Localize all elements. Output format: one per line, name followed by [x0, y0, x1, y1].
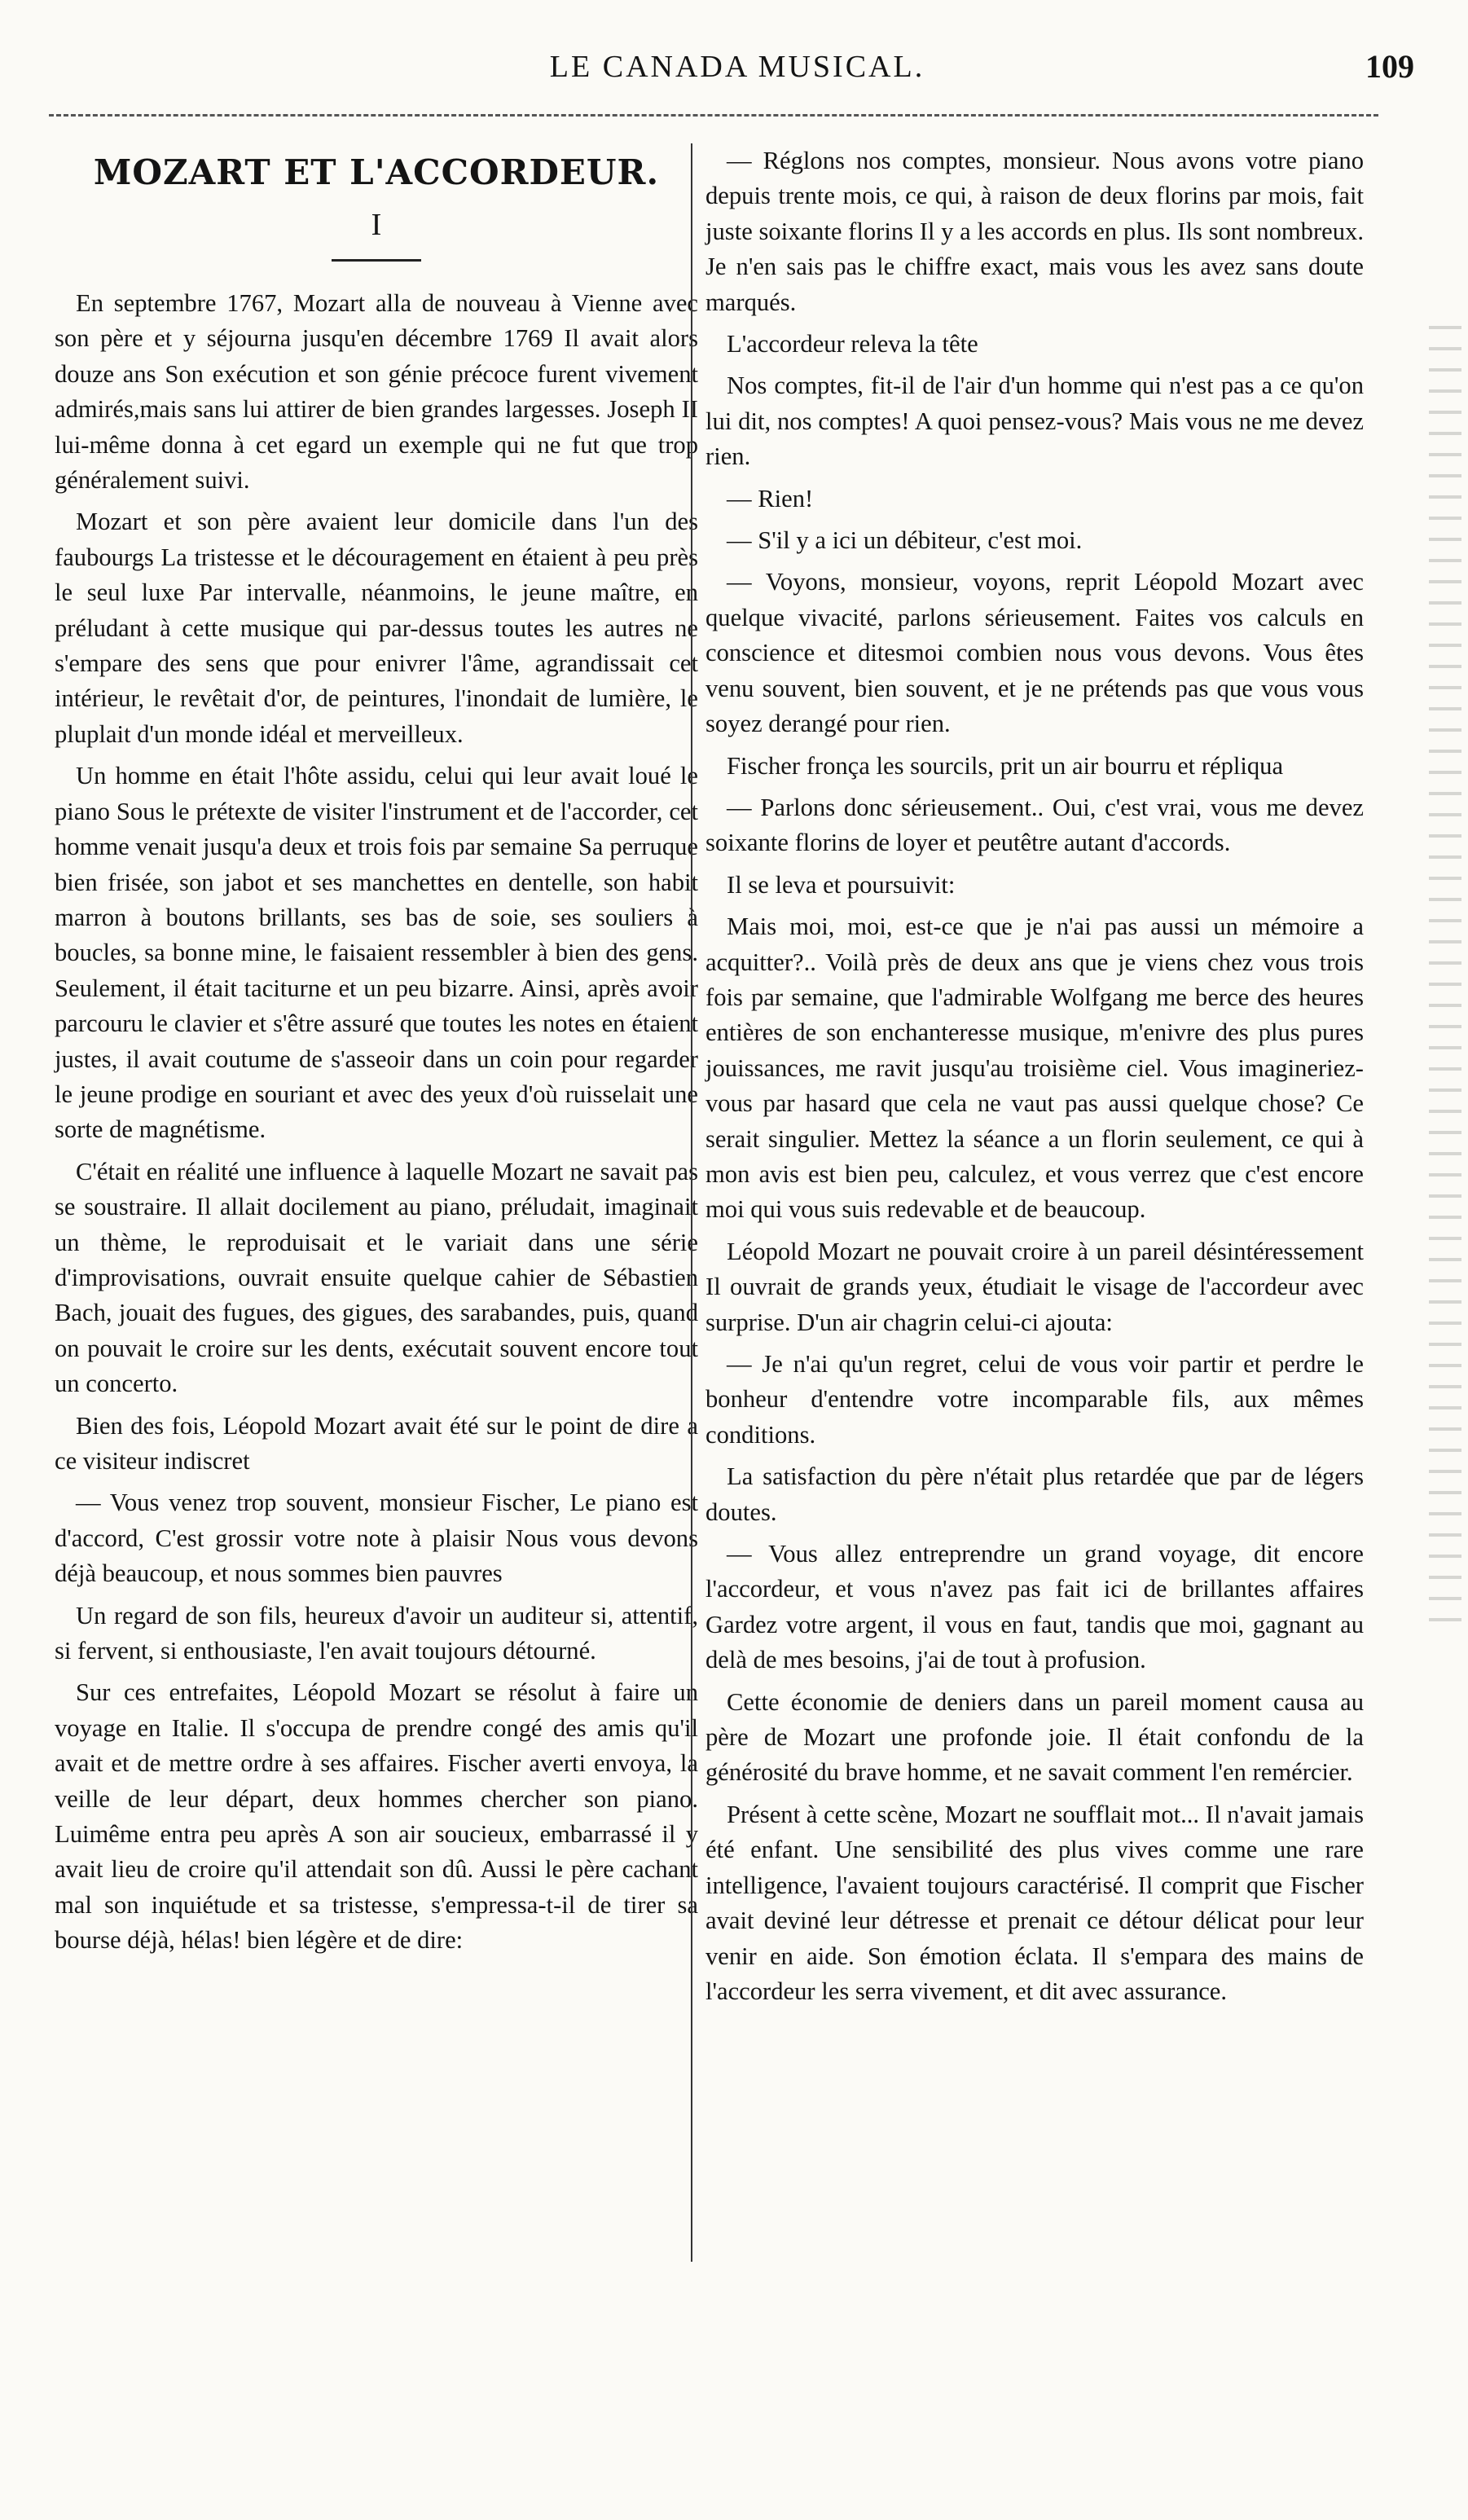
paragraph: Nos comptes, fit-il de l'air d'un homme qui n'est pas a ce qu'on lui dit, nos comptes! A quoi pensez-vous? Mais vous ne me devez rien.	[705, 372, 1364, 471]
paragraph: Un regard de son fils, heureux d'avoir un auditeur si, attentif, si fervent, si enthousiaste, l'en avait toujours détourné.	[55, 1601, 698, 1665]
right-column	[705, 143, 1364, 2016]
paragraph: Cette économie de deniers dans un pareil moment causa au père de Mozart une profonde joie. Il était confondu de la générosité du brave homme, et ne savait comment l'en remércier.	[705, 1687, 1364, 1787]
journal-title: LE CANADA MUSICAL.	[549, 50, 925, 84]
paragraph: — Vous allez entreprendre un grand voyage, dit encore l'accordeur, et vous n'avez pas fait ici de brillantes affaires Gardez votre argent, il vous en faut, tandis que moi, gagnant au delà de mes besoins, j'ai de tout à profusion.	[705, 1540, 1364, 1674]
paragraph: Fischer fronça les sourcils, prit un air bourru et répliqua	[727, 751, 1284, 780]
paragraph: Léopold Mozart ne pouvait croire à un pareil désintéressement Il ouvrait de grands yeux, étudiait le visage de l'accordeur avec surprise. D'un air chagrin celui-ci ajouta:	[705, 1237, 1364, 1336]
article-title: MOZART ET L'ACCORDEUR.	[93, 152, 660, 192]
column-divider	[691, 143, 692, 2262]
scan-margin-marks	[1429, 326, 1461, 1629]
paragraph: — Je n'ai qu'un regret, celui de vous voir partir et perdre le bonheur d'entendre votre incomparable fils, aux mêmes conditions.	[705, 1350, 1364, 1449]
paragraph: Bien des fois, Léopold Mozart avait été sur le point de dire a ce visiteur indiscret	[55, 1411, 698, 1475]
paragraph: Mais moi, moi, est-ce que je n'ai pas aussi un mémoire a acquitter?.. Voilà près de deux ans que je viens chez vous trois fois par semaine, que l'admirable Wolfgang me berce des heures entières de son enchanteresse musique, m'enivre des plus pures jouissances, me ravit jusqu'au troisième ciel. Vous imagineriez-vous par hasard que cela ne vaut pas aussi quelque chose? Ce serait singulier. Mettez la séance a un florin seulement, ce qui à mon avis est bien peu, calculez, et vous verrez que c'est encore moi qui vous suis redevable et de beaucoup.	[705, 913, 1364, 1224]
header-rule	[49, 114, 1378, 117]
paragraph: — Rien!	[727, 484, 814, 512]
paragraph: Sur ces entrefaites, Léopold Mozart se résolut à faire un voyage en Italie. Il s'occupa de prendre congé des amis qu'il avait et de mettre ordre à ses affaires. Fischer averti envoya, la veille de leur départ, deux hommes chercher son piano. Luimême entra peu après A son air soucieux, embarrassé il y avait lieu de croire qu'il attendait son dû. Aussi le père cachant mal son inquiétude et sa tristesse, s'empressa-t-il de tirer sa bourse déjà, hélas! bien légère et de dire:	[55, 1678, 698, 1955]
paragraph: Mozart et son père avaient leur domicile dans l'un des faubourgs La tristesse et le découragement en étaient à peu près le seul luxe Par intervalle, néanmoins, le jeune maître, en préludant à cette musique qui par-dessus toutes les autres ne s'empare des sens que pour enivrer l'âme, agrandissait cet intérieur, le revêtait d'or, de peintures, l'inondait de lumière, le pluplait d'un monde idéal et merveilleux.	[55, 508, 698, 748]
paragraph: Il se leva et poursuivit:	[727, 870, 956, 899]
left-column	[55, 143, 698, 1965]
section-number: I	[371, 208, 382, 242]
paragraph: — Parlons donc sérieusement.. Oui, c'est vrai, vous me devez soixante florins de loyer et peutêtre autant d'accords.	[705, 793, 1364, 857]
paragraph: L'accordeur releva la tête	[727, 330, 978, 358]
paragraph: — Réglons nos comptes, monsieur. Nous avons votre piano depuis trente mois, ce qui, à raison de deux florins par mois, fait juste soixante florins Il y a les accords en plus. Ils sont nombreux. Je n'en sais pas le chiffre exact, mais vous les avez sans doute marqués.	[705, 147, 1364, 316]
page-number: 109	[1365, 48, 1414, 85]
paragraph: — Voyons, monsieur, voyons, reprit Léopold Mozart avec quelque vivacité, parlons sérieusement. Faites vos calculs en conscience et ditesmoi combien nous vous devons. Vous êtes venu souvent, bien souvent, et je ne prétends pas que vous vous soyez derangé pour rien.	[705, 568, 1364, 738]
paragraph: Un homme en était l'hôte assidu, celui qui leur avait loué le piano Sous le prétexte de visiter l'instrument et de l'accorder, cet homme venait jusqu'a deux et trois fois par semaine Sa perruque bien frisée, son jabot et ses manchettes en dentelle, son habit marron à boutons brillants, ses bas de soie, ses souliers à boucles, sa bonne mine, le faisaient ressembler à bien des gens. Seulement, il était taciturne et un peu bizarre. Ainsi, après avoir parcouru le clavier et s'être assuré que toutes les notes en étaient justes, il avait coutume de s'asseoir dans un coin pour regarder le jeune prodige en souriant et avec des yeux d'où ruisselait une sorte de magnétisme.	[55, 762, 698, 1144]
paragraph: Présent à cette scène, Mozart ne soufflait mot... Il n'avait jamais été enfant. Une sensibilité des plus vives comme une rare intelligence, l'avaient toujours caractérisé. Il comprit que Fischer avait deviné leur détresse et prenait ce détour délicat pour leur venir en aide. Son émotion éclata. Il s'empara des mains de l'accordeur les serra vivement, et dit avec assurance.	[705, 1800, 1364, 2005]
page-header	[49, 47, 1426, 96]
title-rule	[332, 259, 421, 262]
paragraph: — Vous venez trop souvent, monsieur Fischer, Le piano est d'accord, C'est grossir votre note à plaisir Nous vous devons déjà beaucoup, et nous sommes bien pauvres	[55, 1489, 698, 1588]
paragraph: — S'il y a ici un débiteur, c'est moi.	[727, 526, 1083, 555]
paragraph: C'était en réalité une influence à laquelle Mozart ne savait pas se soustraire. Il allait docilement au piano, préludait, imaginait un thème, le reproduisait et le variait dans une série d'improvisations, ouvrait ensuite quelque cahier de Sébastien Bach, jouait des fugues, des gigues, des sarabandes, puis, quand on pouvait le croire sur les dents, exécutait souvent encore tout un concerto.	[55, 1157, 698, 1398]
paragraph: En septembre 1767, Mozart alla de nouveau à Vienne avec son père et y séjourna jusqu'en décembre 1769 Il avait alors douze ans Son exécution et son génie précoce furent vivement admirés,mais sans lui attirer de bien grandes largesses. Joseph II lui-même donna à cet egard un exemple qui ne fut que trop généralement suivi.	[55, 289, 698, 495]
paragraph: La satisfaction du père n'était plus retardée que par de légers doutes.	[705, 1462, 1364, 1526]
